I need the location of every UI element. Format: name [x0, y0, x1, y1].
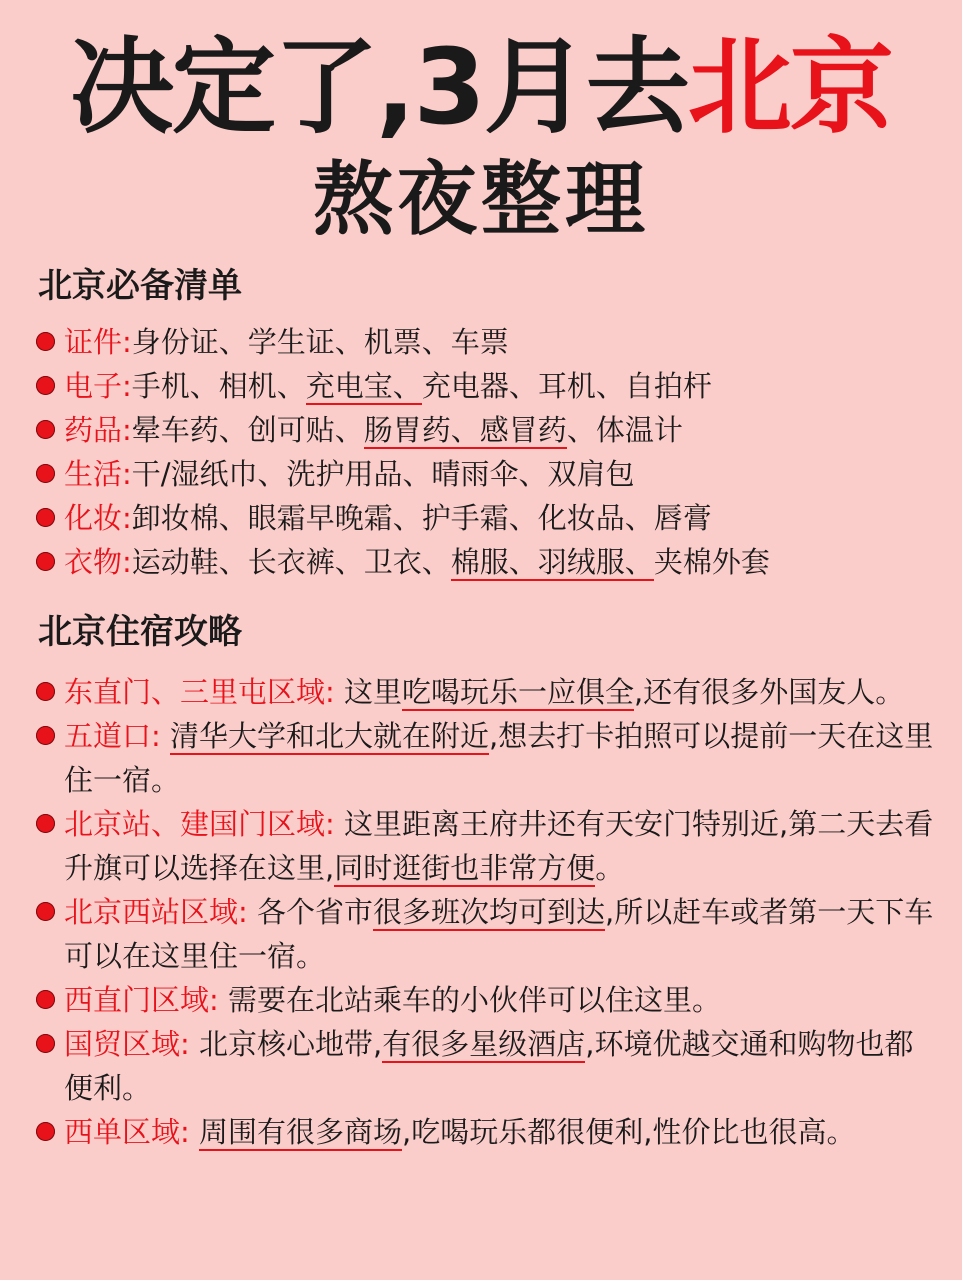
accommodation-item-beijing-station	[36, 802, 938, 890]
area-text: ,吃喝玩乐都很便利,性价比也很高。	[402, 1115, 856, 1149]
accommodation-item-west-station	[36, 890, 938, 978]
area-text-underlined: 很多班次均可到达	[373, 895, 606, 929]
item-label: 化妆:	[64, 501, 132, 535]
accommodation-item-wudaokou	[36, 714, 938, 802]
area-text-underlined: 清华大学和北大就在附近	[170, 719, 490, 753]
item-label: 电子:	[64, 369, 132, 403]
area-text-underlined: 有很多星级酒店	[382, 1027, 586, 1061]
area-label: 北京站、建国门区域:	[64, 807, 335, 841]
accommodation-heading: 北京住宿攻略	[38, 612, 242, 652]
area-label: 北京西站区域:	[64, 895, 248, 929]
title-prefix: 决定了,3月去	[70, 26, 688, 148]
area-text: ,所以赶车或者第一天下车可以在这里住一宿。	[64, 895, 934, 973]
accommodation-item-xizhimen	[36, 978, 938, 1022]
title-highlight: 北京	[687, 26, 892, 148]
item-label: 生活:	[64, 457, 132, 491]
accommodation-item-xidan	[36, 1110, 938, 1154]
item-label: 衣物:	[64, 545, 132, 579]
accommodation-item-dongzhimen	[36, 670, 938, 714]
item-text: 充电器、耳机、自拍杆	[421, 369, 712, 403]
item-text: 卸妆棉、眼霜早晚霜、护手霜、化妆品、唇膏	[131, 501, 712, 535]
bullet-icon	[36, 990, 55, 1009]
checklist	[36, 320, 938, 584]
checklist-item-documents	[36, 320, 938, 364]
area-label: 西直门区域:	[64, 983, 219, 1017]
main-title	[0, 22, 962, 152]
area-text: ,还有很多外国友人。	[634, 675, 905, 709]
item-text: 、体温计	[566, 413, 683, 447]
bullet-icon	[36, 332, 55, 351]
bullet-icon	[36, 420, 55, 439]
item-text-underlined: 棉服、羽绒服、	[450, 545, 654, 579]
area-text: ,想去打卡拍照可以提前一天在这里住一宿。	[64, 719, 934, 797]
area-text	[161, 719, 170, 753]
area-text: 这里距离王府井还有天安门特别近,第二天去看升旗可以选择在这里,	[64, 807, 934, 885]
area-label: 西单区域:	[64, 1115, 190, 1149]
item-text: 身份证、学生证、机票、车票	[131, 325, 509, 359]
item-text: 运动鞋、长衣裤、卫衣、	[131, 545, 451, 579]
area-text-underlined: 吃喝玩乐一应俱全	[402, 675, 635, 709]
checklist-item-clothing	[36, 540, 938, 584]
item-text-underlined: 充电宝、	[305, 369, 422, 403]
bullet-icon	[36, 552, 55, 571]
area-text: 北京核心地带,	[189, 1027, 383, 1061]
checklist-item-medicine	[36, 408, 938, 452]
bullet-icon	[36, 814, 55, 833]
accommodation-list	[36, 670, 938, 1154]
bullet-icon	[36, 464, 55, 483]
item-label: 证件:	[64, 325, 132, 359]
item-text: 手机、相机、	[131, 369, 306, 403]
accommodation-item-guomao	[36, 1022, 938, 1110]
area-label: 国贸区域:	[64, 1027, 190, 1061]
area-text: 各个省市	[247, 895, 373, 929]
area-text	[190, 1115, 199, 1149]
area-text-underlined: 同时逛街也非常方便	[334, 851, 596, 885]
bullet-icon	[36, 1122, 55, 1141]
bullet-icon	[36, 508, 55, 527]
bullet-icon	[36, 902, 55, 921]
bullet-icon	[36, 376, 55, 395]
checklist-item-daily	[36, 452, 938, 496]
area-text-underlined: 周围有很多商场	[199, 1115, 403, 1149]
item-text: 夹棉外套	[653, 545, 770, 579]
item-text: 晕车药、创可贴、	[131, 413, 364, 447]
bullet-icon	[36, 726, 55, 745]
item-text: 干/湿纸巾、洗护用品、晴雨伞、双肩包	[131, 457, 635, 491]
bullet-icon	[36, 1034, 55, 1053]
area-label: 五道口:	[64, 719, 161, 753]
area-text: 。	[595, 851, 625, 885]
item-label: 药品:	[64, 413, 132, 447]
bullet-icon	[36, 682, 55, 701]
area-text: 这里	[334, 675, 402, 709]
subtitle: 熬夜整理	[313, 153, 649, 246]
checklist-item-electronics	[36, 364, 938, 408]
checklist-item-makeup	[36, 496, 938, 540]
area-text: ,环境优越交通和购物也都便利。	[64, 1027, 914, 1105]
area-label: 东直门、三里屯区域:	[64, 675, 335, 709]
item-text-underlined: 肠胃药、感冒药	[363, 413, 567, 447]
area-text: 需要在北站乘车的小伙伴可以住这里。	[218, 983, 722, 1017]
checklist-heading: 北京必备清单	[38, 266, 242, 306]
